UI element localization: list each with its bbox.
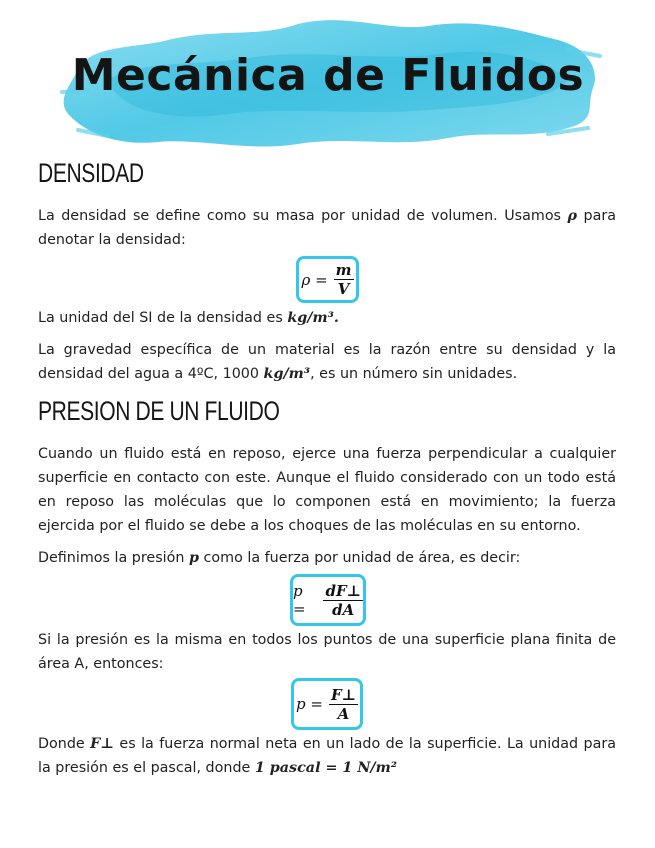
pascal-equation: 1 pascal = 1 N/m² [254, 760, 398, 776]
uniform-pressure-text: Si la presión es la misma en todos los puntos de una superficie plana finita de área A, entonces: [38, 632, 616, 672]
fraction-numerator: F⊥ [330, 685, 356, 704]
formula-lhs: p = [295, 695, 323, 713]
pascal-definition-mid: es la fuerza normal neta en un lado de la superficie. La unidad para la presión es el pascal, donde [38, 736, 616, 776]
formula-lhs: ρ = [301, 270, 328, 289]
specific-gravity-end: , es un número sin unidades. [310, 366, 518, 382]
f-perp-symbol: F⊥ [90, 736, 114, 752]
title-banner [48, 10, 608, 152]
density-definition [38, 204, 616, 252]
fraction-denominator: dA [332, 600, 355, 619]
rho-symbol: ρ [567, 208, 578, 224]
p-symbol: p [189, 550, 199, 566]
density-definition-end: para denotar la densidad: [38, 208, 617, 248]
formula-lhs: p = [293, 582, 306, 618]
specific-gravity-unit: kg/m³ [263, 366, 311, 382]
pressure-definition-end: como la fuerza por unidad de área, es decir: [203, 550, 521, 566]
si-unit-density [38, 306, 616, 330]
fraction [334, 261, 354, 298]
si-unit-value: kg/m³. [287, 310, 339, 326]
pressure-differential-formula [290, 574, 366, 626]
pressure-definition [38, 546, 616, 570]
specific-gravity [38, 338, 616, 386]
fraction [323, 582, 363, 619]
si-unit-text: La unidad del SI de la densidad es [38, 310, 283, 326]
fraction-denominator: V [337, 280, 350, 298]
pascal-definition [38, 732, 616, 780]
density-definition-text: La densidad se define como su masa por unidad de volumen. Usamos [38, 208, 562, 224]
pressure-definition-text: Definimos la presión [38, 550, 185, 566]
specific-gravity-text: La gravedad específica de un material es la razón entre su densidad y la densidad del agua a 4ºC, 1000 [38, 342, 616, 382]
fraction-numerator: m [335, 261, 352, 279]
fraction-numerator: dF⊥ [325, 581, 361, 600]
page-title: Mecánica de Fluidos [71, 50, 585, 101]
section-heading-densidad: DENSIDAD [38, 158, 144, 188]
density-formula [296, 256, 359, 303]
fraction [329, 686, 358, 723]
pressure-intro: Cuando un fluido está en reposo, ejerce una fuerza perpendicular a cualquier superficie en contacto con este. Aunque el fluido considerado con un todo está en reposo las moléculas que lo componen está en movimiento; la fuerza ejercida por el fluido se debe a los choques de las moléculas en su entorno. [38, 446, 616, 534]
fraction-denominator: A [337, 704, 350, 723]
pressure-formula [291, 678, 363, 730]
pascal-definition-start: Donde [38, 736, 85, 752]
section-heading-presion: PRESION DE UN FLUIDO [38, 396, 280, 426]
